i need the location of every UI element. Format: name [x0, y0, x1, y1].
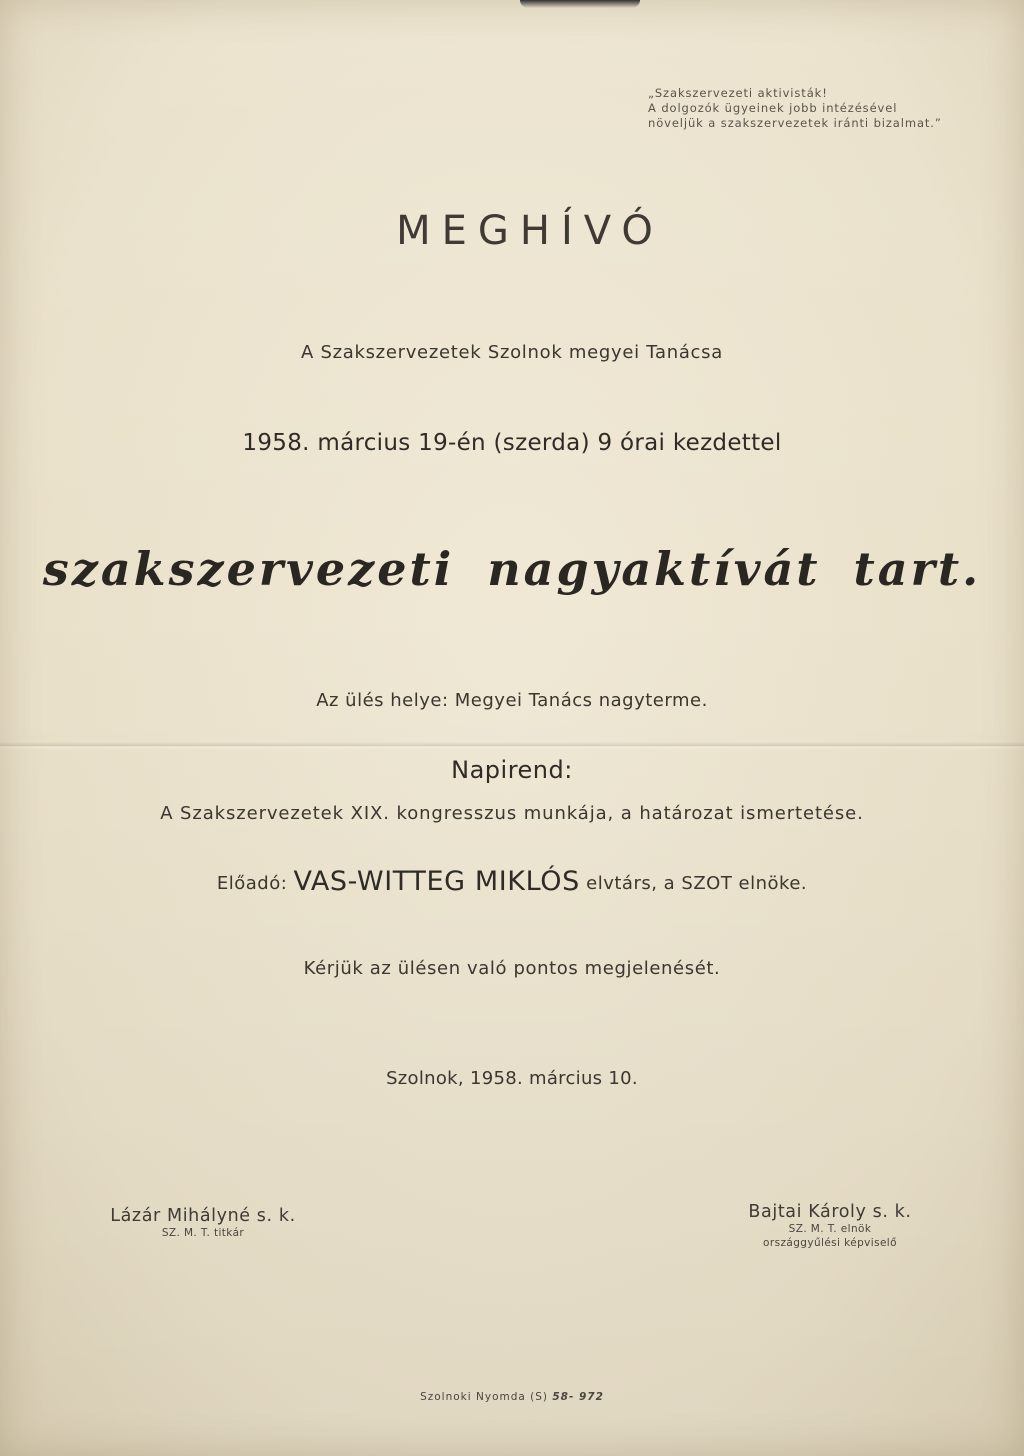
speaker-line [0, 866, 1024, 897]
signature-left [96, 1206, 310, 1240]
speaker-name: VAS-WITTEG MIKLÓS [293, 866, 580, 897]
document-title: MEGHÍVÓ [396, 208, 664, 254]
signatory-left-role: SZ. M. T. titkár [161, 1227, 245, 1239]
date-line: 1958. március 19-én (szerda) 9 órai kezdettel [242, 430, 782, 456]
signature-right [732, 1202, 928, 1250]
agenda-item: A Szakszervezetek XIX. kongresszus munkája, a határozat ismertetése. [160, 803, 864, 824]
speaker-suffix: elvtárs, a SZOT elnöke. [586, 873, 808, 894]
signatory-right-name: Bajtai Károly s. k. [748, 1202, 912, 1222]
binder-clip [520, 0, 640, 8]
request-line: Kérjük az ülésen való pontos megjelenését. [303, 958, 721, 979]
paper-fold-crease [0, 742, 1024, 750]
motto-line-2: A dolgozók ügyeinek jobb intézésével [648, 101, 898, 115]
event-line: szakszervezeti nagyaktívát tart. [42, 542, 982, 596]
signatory-right-role-1: SZ. M. T. elnök [788, 1223, 872, 1235]
motto-line-1: „Szakszervezeti aktivisták! [648, 86, 828, 100]
place-date-line: Szolnok, 1958. március 10. [386, 1068, 638, 1089]
motto-block [648, 86, 948, 131]
agenda-heading: Napirend: [451, 756, 573, 784]
printer-job-number: 58- 972 [552, 1391, 604, 1403]
speaker-prefix: Előadó: [216, 873, 288, 894]
organizer-line: A Szakszervezetek Szolnok megyei Tanácsa [301, 342, 723, 363]
motto-line-3: növeljük a szakszervezetek iránti bizalmat.” [648, 116, 942, 130]
printer-name: Szolnoki Nyomda (S) [420, 1391, 549, 1403]
venue-line: Az ülés helye: Megyei Tanács nagyterme. [316, 690, 708, 711]
printer-imprint [0, 1391, 1024, 1403]
signatory-left-name: Lázár Mihályné s. k. [110, 1206, 296, 1226]
signatory-right-role-2: országgyűlési képviselő [763, 1237, 897, 1249]
